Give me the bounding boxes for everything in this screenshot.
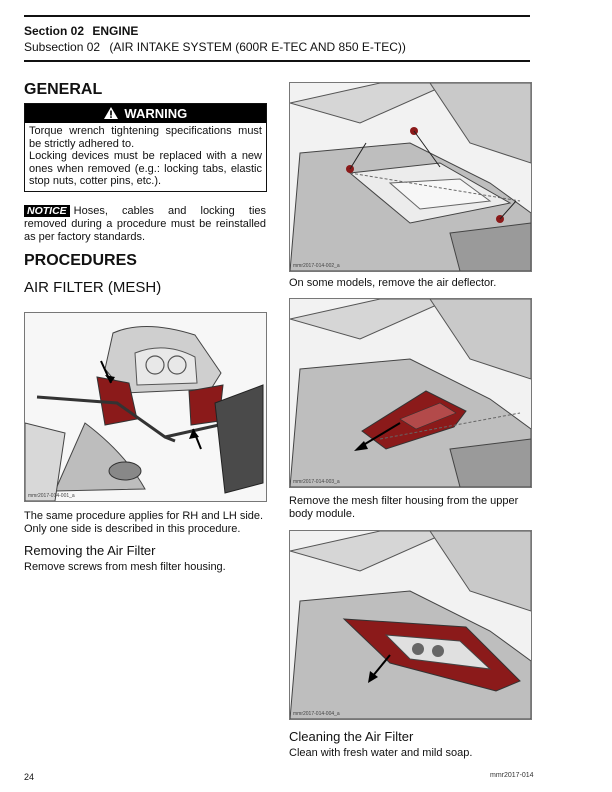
notice-text: Hoses, cables and locking ties removed during a procedure must be reinstalled as per factory standards.	[24, 205, 266, 243]
header-top-rule	[24, 15, 530, 17]
warning-line: Torque wrench tightening specifications must be strictly adhered to.	[29, 125, 262, 150]
figure-2-caption: On some models, remove the air deflector.	[289, 277, 497, 289]
procedures-heading: PROCEDURES	[24, 252, 137, 269]
section-label: Section 02	[24, 24, 85, 38]
removing-air-filter-text: Remove screws from mesh filter housing.	[24, 561, 226, 573]
figure-2	[289, 82, 532, 272]
warning-triangle-icon	[104, 107, 118, 119]
warning-title: WARNING	[124, 106, 188, 121]
figure-1-code: mmr2017-014-001_a	[28, 493, 75, 499]
figure-2-code: mmr2017-014-002_a	[293, 263, 340, 269]
figure-4-illustration	[290, 531, 531, 719]
figure-3-illustration	[290, 299, 531, 487]
general-heading: GENERAL	[24, 81, 103, 98]
figure-1	[24, 312, 267, 502]
warning-header	[25, 104, 266, 123]
notice-paragraph	[24, 205, 266, 244]
figure-3	[289, 298, 532, 488]
section-title: ENGINE	[92, 24, 139, 38]
cleaning-air-filter-heading: Cleaning the Air Filter	[289, 729, 414, 744]
page-number: 24	[24, 772, 35, 782]
warning-line: Locking devices must be replaced with a new ones when removed (e.g.: locking tabs, elastic stop nuts, cotter pins, etc.).	[29, 150, 262, 187]
removing-air-filter-heading: Removing the Air Filter	[24, 543, 156, 558]
warning-body	[25, 123, 266, 191]
subsection-title: (AIR INTAKE SYSTEM (600R E-TEC AND 850 E-TEC))	[109, 40, 406, 54]
document-code: mmr2017-014	[490, 772, 534, 779]
header-bottom-rule	[24, 60, 530, 62]
figure-3-caption: Remove the mesh filter housing from the upper body module.	[289, 495, 519, 520]
subsection-label: Subsection 02	[24, 40, 101, 54]
figure-3-code: mmr2017-014-003_a	[293, 479, 340, 485]
air-filter-mesh-heading: AIR FILTER (MESH)	[24, 279, 162, 296]
figure-4-code: mmr2017-014-004_a	[293, 711, 340, 717]
subsection-line	[24, 40, 406, 54]
cleaning-air-filter-text: Clean with fresh water and mild soap.	[289, 747, 473, 759]
figure-4	[289, 530, 532, 720]
warning-box	[24, 103, 267, 192]
figure-1-illustration	[25, 313, 266, 501]
figure-2-illustration	[290, 83, 531, 271]
notice-tag: NOTICE	[24, 205, 70, 217]
section-line	[24, 24, 138, 38]
figure-1-caption: The same procedure applies for RH and LH side. Only one side is described in this procedure.	[24, 510, 264, 535]
